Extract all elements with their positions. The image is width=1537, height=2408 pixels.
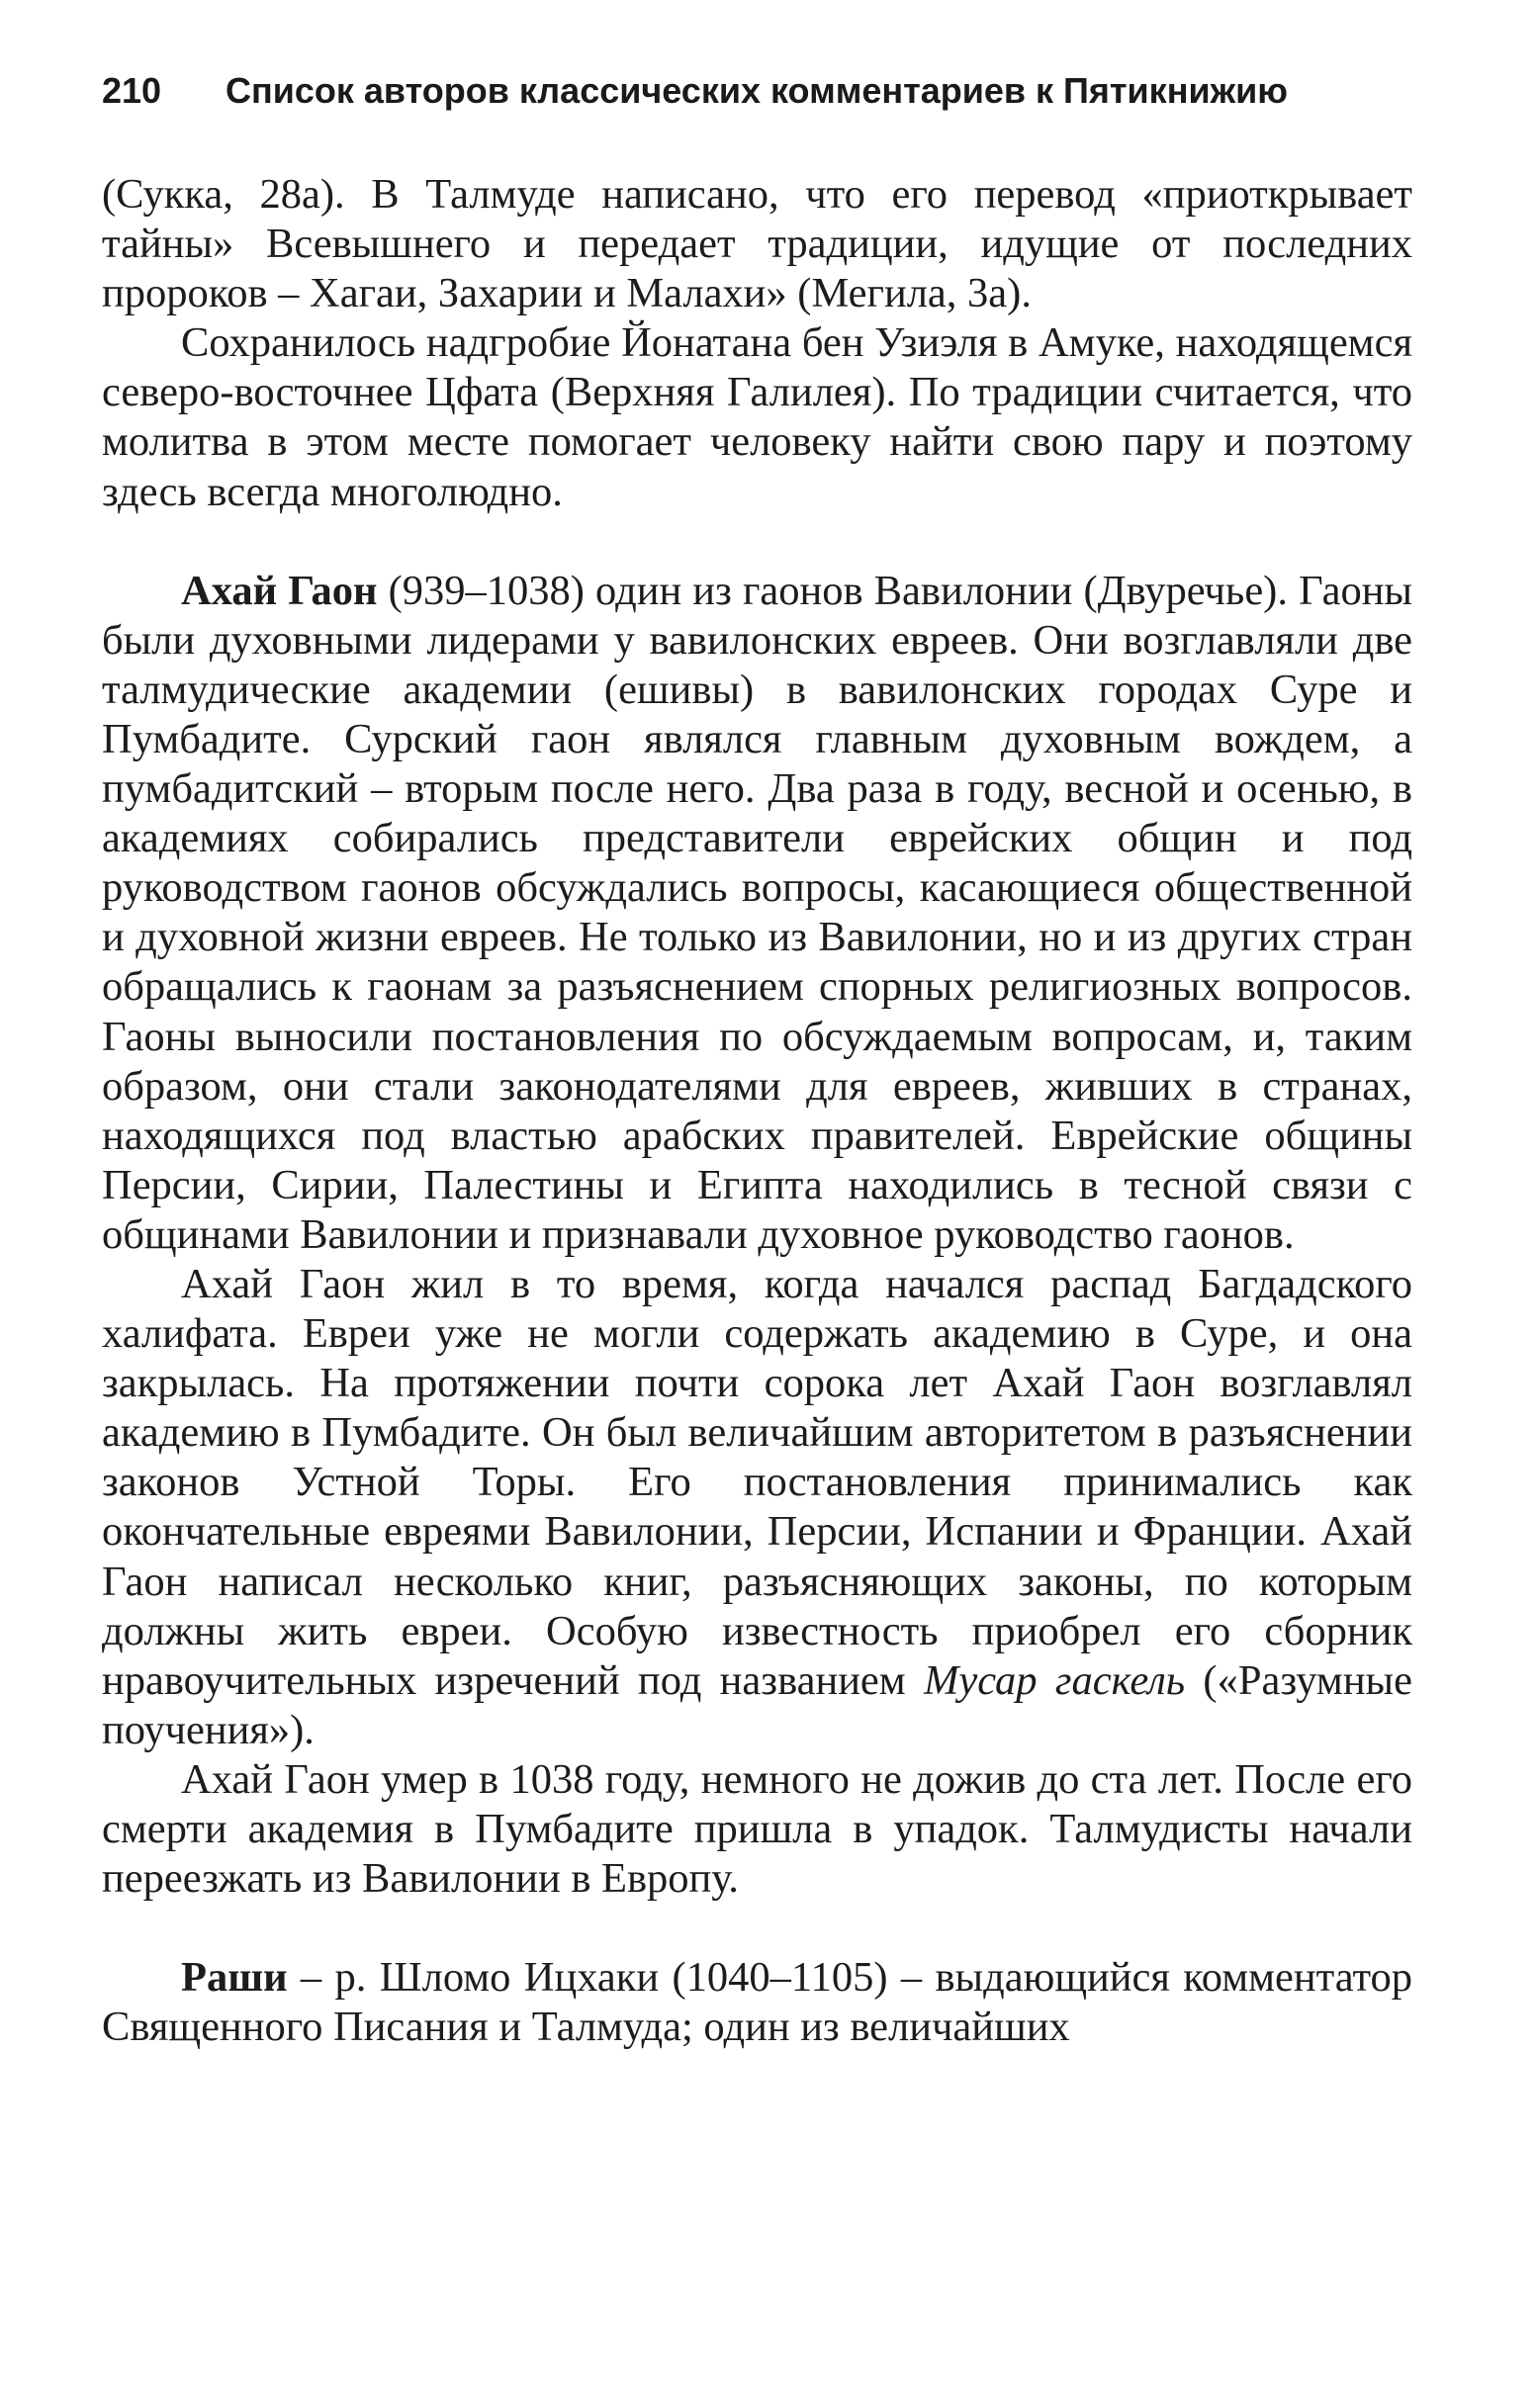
entry-text: (939–1038) один из гаонов Вавилонии (Двуречье). Гаоны были духовными лидерами у вавилонских евреев. Они возглавляли две талмудические академии (ешивы) в вавилонских городах Суре и Пумбадите. Сурский гаон являлся главным духовным вождем, а пумбадитский – вторым после него. Два раза в году, весной и осенью, в академиях собирались представители еврейских общин и под руководством гаонов обсуждались вопросы, касающиеся общественной и духовной жизни евреев. Не только из Вавилонии, но и из других стран обращались к гаонам за разъяснением спорных религиозных вопросов. Гаоны выносили постановления по обсуждаемым вопросам, и, таким образом, они стали законодателями для евреев, живших в странах, находящихся под властью арабских правителей. Еврейские общины Персии, Сирии, Палестины и Египта находились в тесной связи с общинами Вавилонии и признавали духовное руководство гаонов. bbox=[102, 567, 1412, 1258]
paragraph-ahai-gaon-death: Ахай Гаон умер в 1038 году, немного не дожив до ста лет. После его смерти академия в Пумбадите пришла в упадок. Талмудисты начали переезжать из Вавилонии в Европу. bbox=[102, 1755, 1412, 1903]
entry-separator bbox=[102, 1904, 1412, 1953]
entry-ahai-gaon bbox=[102, 567, 1412, 1260]
book-title: Мусар гаскель bbox=[924, 1656, 1186, 1704]
entry-term: Ахай Гаон bbox=[181, 567, 378, 614]
entry-term: Раши bbox=[181, 1954, 288, 2002]
paragraph-gravesite: Сохранилось надгробие Йонатана бен Узиэля в Амуке, находящемся северо-восточнее Цфата (Верхняя Галилея). По традиции считается, что молитва в этом месте помогает человеку найти свою пару и поэтому здесь всегда многолюдно. bbox=[102, 319, 1412, 515]
entry-text: – р. Шломо Ицхаки (1040–1105) – выдающийся комментатор Священного Писания и Талмуда; один из величайших bbox=[102, 1954, 1412, 2051]
paragraph-text: Ахай Гаон жил в то время, когда начался распад Багдадского халифата. Евреи уже не могли содержать академию в Суре, и она закрылась. На протяжении почти сорока лет Ахай Гаон возглавлял академию в Пумбадите. Он был величайшим авторитетом в разъяснении законов Устной Торы. Его постановления принимались как окончательные евреями Вавилонии, Персии, Испании и Франции. Ахай Гаон написал несколько книг, разъясняющих законы, по которым должны жить евреи. Особую известность приобрел его сборник нравоучительных изречений под названием bbox=[102, 1260, 1412, 1704]
paragraph-text-end: («Разумные поучения»). bbox=[102, 1656, 1412, 1753]
body-text bbox=[102, 170, 1412, 2052]
running-title: Список авторов классических комментариев к Пятикнижию bbox=[226, 70, 1288, 111]
page-number: 210 bbox=[102, 70, 162, 111]
entry-rashi bbox=[102, 1953, 1412, 2052]
paragraph-ahai-gaon-life bbox=[102, 1260, 1412, 1755]
running-header bbox=[102, 61, 1417, 121]
paragraph-continuation: (Сукка, 28а). В Талмуде написано, что его перевод «приоткрывает тайны» Всевышнего и передает традиции, идущие от последних пророков – Хагаи, Захарии и Малахи» (Мегила, 3а). bbox=[102, 171, 1412, 317]
entry-separator bbox=[102, 517, 1412, 567]
